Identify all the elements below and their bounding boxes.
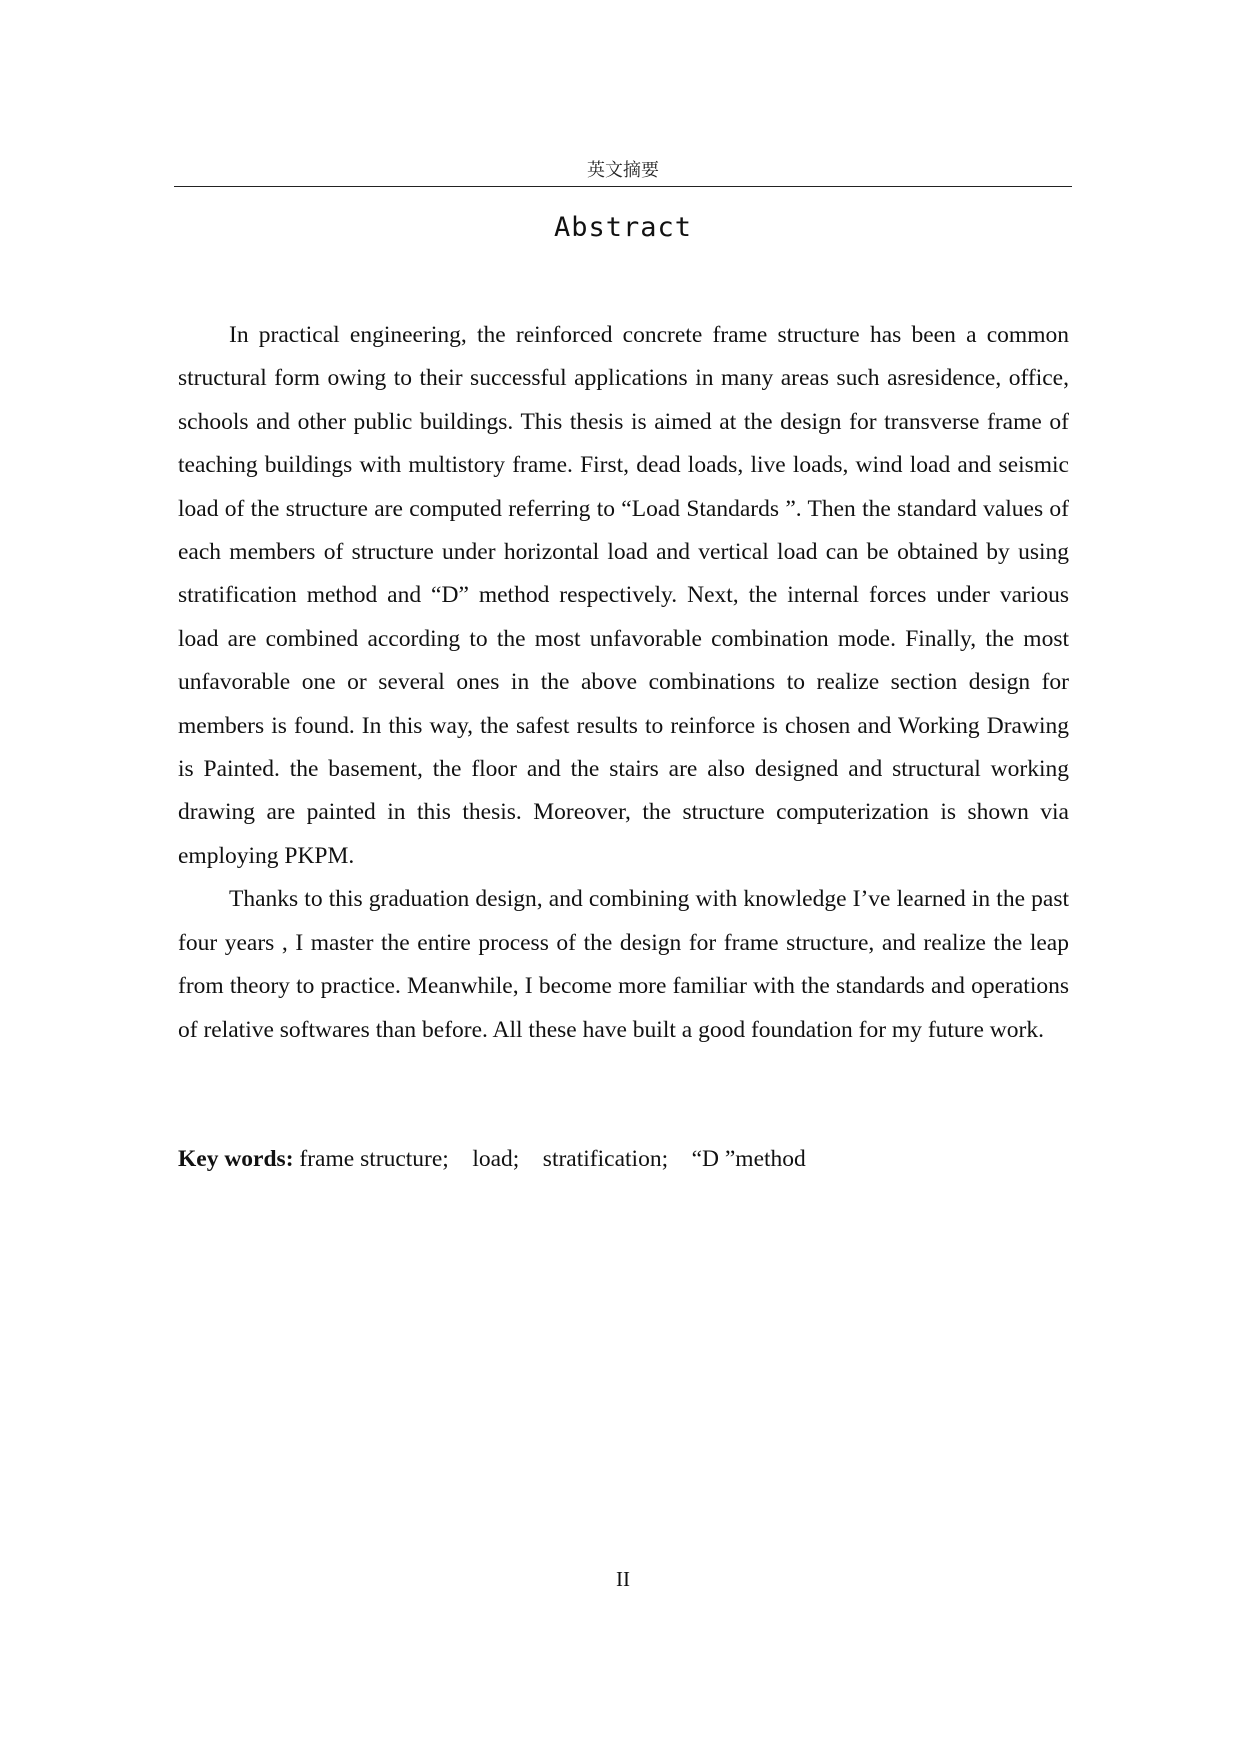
abstract-paragraph-2: Thanks to this graduation design, and combining with knowledge I’ve learned in the past four years , I master the entire process of the design for frame structure, and realize the leap from theory to practice. Meanwhile, I become more familiar with the standards and operations of relative softwares than before. All these have built a good foundation for my future work. — [178, 886, 1069, 1043]
running-header: 英文摘要 — [587, 160, 659, 181]
abstract-body — [178, 314, 1069, 1052]
keywords-line — [178, 1138, 1069, 1181]
keywords-text: frame structure; load; stratification; “D ”method — [293, 1146, 806, 1172]
keywords-label: Key words: — [178, 1146, 294, 1172]
abstract-title: Abstract — [553, 212, 693, 243]
header-rule — [174, 186, 1072, 187]
abstract-paragraph-1: In practical engineering, the reinforced concrete frame structure has been a common structural form owing to their successful applications in many areas such asresidence, office, schools and other public buildings. This thesis is aimed at the design for transverse frame of teaching buildings with multistory frame. First, dead loads, live loads, wind load and seismic load of the structure are computed referring to “Load Standards ”. Then the standard values of each members of structure under horizontal load and vertical load can be obtained by using stratification method and “D” method respectively. Next, the internal forces under various load are combined according to the most unfavorable combination mode. Finally, the most unfavorable one or several ones in the above combinations to realize section design for members is found. In this way, the safest results to reinforce is chosen and Working Drawing is Painted. the basement, the floor and the stairs are also designed and structural working drawing are painted in this thesis. Moreover, the structure computerization is shown via employing PKPM. — [178, 322, 1069, 869]
page-number: II — [616, 1567, 630, 1591]
